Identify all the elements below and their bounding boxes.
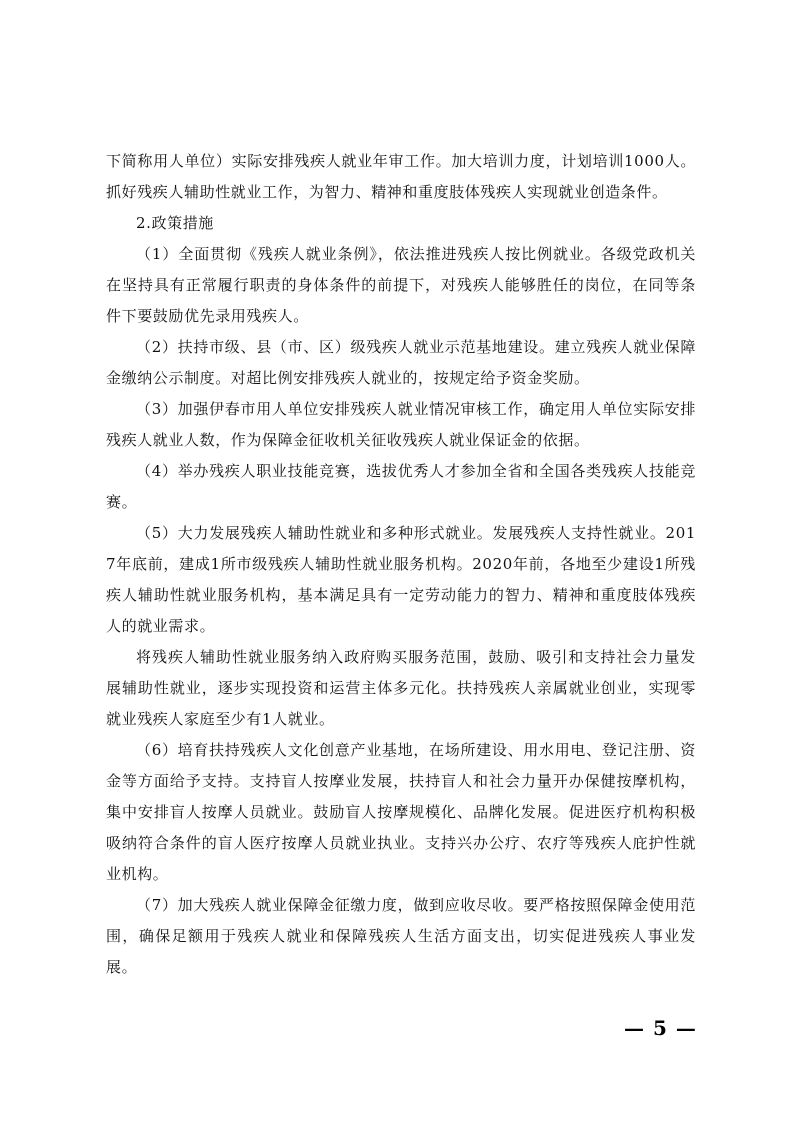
paragraph-measure-3: （3）加强伊春市用人单位安排残疾人就业情况审核工作，确定用人单位实际安排残疾人就业人数，作为保障金征收机关征收残疾人就业保证金的依据。 (106, 400, 696, 449)
paragraph-measure-5-continued: 将残疾人辅助性就业服务纳入政府购买服务范围，鼓励、吸引和支持社会力量发展辅助性就业，逐步实现投资和运营主体多元化。扶持残疾人亲属就业创业，实现零就业残疾人家庭至少有1人就业。 (106, 648, 696, 728)
paragraph-measure-1: （1）全面贯彻《残疾人就业条例》，依法推进残疾人按比例就业。各级党政机关在坚持具有正常履行职责的身体条件的前提下，对残疾人能够胜任的岗位，在同等条件下要鼓励优先录用残疾人。 (106, 245, 696, 325)
paragraph-continuation: 下简称用人单位）实际安排残疾人就业年审工作。加大培训力度，计划培训1000人。抓好残疾人辅助性就业工作，为智力、精神和重度肢体残疾人实现就业创造条件。 (106, 152, 696, 201)
paragraph-measure-7: （7）加大残疾人就业保障金征缴力度，做到应收尽收。要严格按照保障金使用范围，确保足额用于残疾人就业和保障残疾人生活方面支出，切实促进残疾人事业发展。 (106, 896, 696, 976)
page-number: — 5 — (624, 1016, 697, 1040)
paragraph-measure-5: （5）大力发展残疾人辅助性就业和多种形式就业。发展残疾人支持性就业。2017年底前，建成1所市级残疾人辅助性就业服务机构。2020年前，各地至少建设1所残疾人辅助性就业服务机构，基本满足具有一定劳动能力的智力、精神和重度肢体残疾人的就业需求。 (106, 524, 696, 635)
paragraph-measure-2: （2）扶持市级、县（市、区）级残疾人就业示范基地建设。建立残疾人就业保障金缴纳公示制度。对超比例安排残疾人就业的，按规定给予资金奖励。 (106, 338, 696, 387)
section-heading-policy-measures: 2.政策措施 (136, 214, 214, 232)
paragraph-measure-4: （4）举办残疾人职业技能竞赛，选拔优秀人才参加全省和全国各类残疾人技能竞赛。 (106, 462, 696, 511)
paragraph-measure-6: （6）培育扶持残疾人文化创意产业基地，在场所建设、用水用电、登记注册、资金等方面给予支持。支持盲人按摩业发展，扶持盲人和社会力量开办保健按摩机构，集中安排盲人按摩人员就业。鼓励盲人按摩规模化、品牌化发展。促进医疗机构积极吸纳符合条件的盲人医疗按摩人员就业执业。支持兴办公疗、农疗等残疾人庇护性就业机构。 (106, 741, 696, 883)
body-text (106, 146, 696, 983)
